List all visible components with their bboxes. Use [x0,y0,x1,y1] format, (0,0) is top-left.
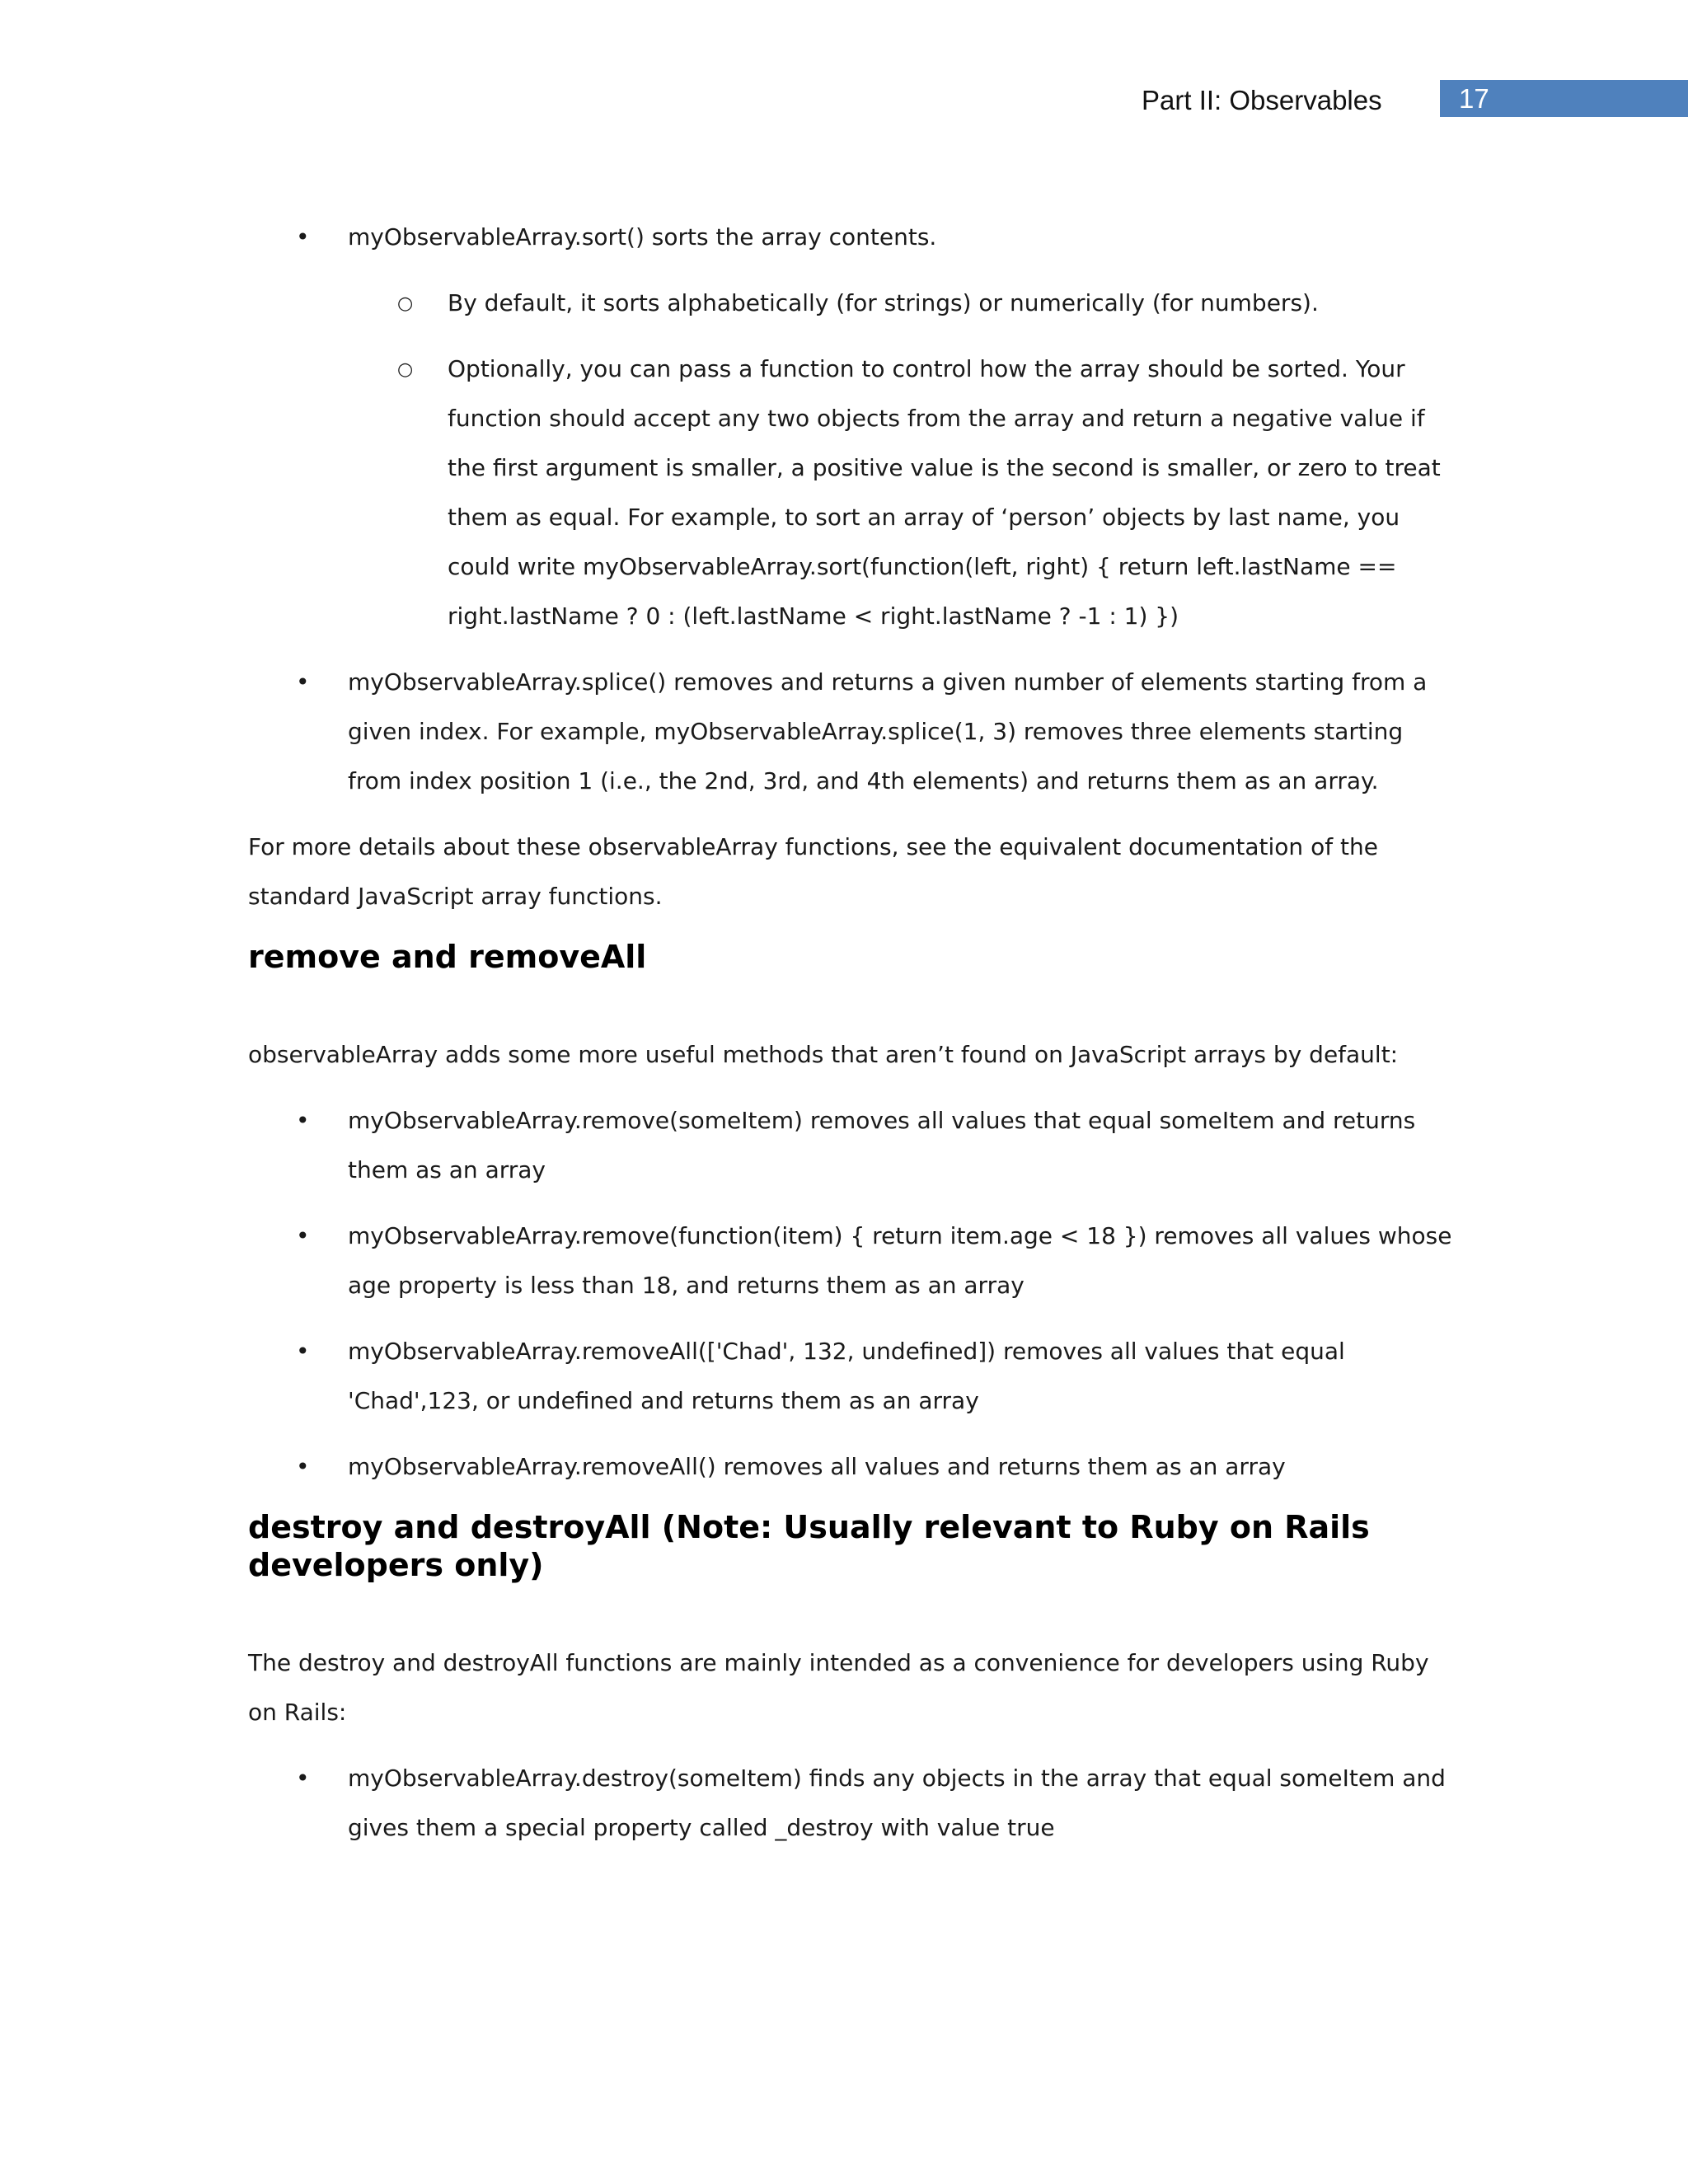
sort-default-text: By default, it sorts alphabetically (for strings) or numerically (for numbers). [448,289,1319,316]
bullet-icon: • [296,668,310,696]
bullet-icon: • [296,1338,310,1365]
destroy-item-text: myObservableArray.destroy(someItem) finds any objects in the array that equal someItem and gives them a special property called _destroy with value true [348,1765,1446,1841]
running-header-section-title: Part II: Observables [1142,85,1382,115]
remove-intro-paragraph: observableArray adds some more useful methods that aren’t found on JavaScript arrays by default: [248,1041,1399,1068]
list-item-splice [248,658,1460,806]
circle-bullet-icon: ○ [397,359,414,380]
splice-text: myObservableArray.splice() removes and returns a given number of elements starting from a given index. For example, myObservableArray.splice(1, 3) removes three elements starting from index position 1 (i.e., the 2nd, 3rd, and 4th elements) and returns them as an array. [348,668,1428,794]
list-item [248,1327,1460,1426]
more-details-paragraph: For more details about these observableArray functions, see the equivalent documentation of the standard JavaScript array functions. [248,833,1378,910]
list-item [248,1212,1460,1310]
remove-item-text: myObservableArray.remove(someItem) removes all values that equal someItem and returns them as an array [348,1107,1416,1183]
bullet-icon: • [296,1107,310,1134]
list-item [248,1442,1460,1492]
removeall-values-text: myObservableArray.removeAll(['Chad', 132, undefined]) removes all values that equal 'Chad',123, or undefined and returns them as an array [348,1338,1345,1414]
sub-list-item [348,344,1460,641]
sort-sub-list [348,279,1460,641]
list-item [248,1754,1460,1853]
remove-function-text: myObservableArray.remove(function(item) { return item.age < 18 }) removes all values whose age property is less than 18, and returns them as an array [348,1222,1452,1299]
removeall-text: myObservableArray.removeAll() removes all values and returns them as an array [348,1453,1286,1480]
destroy-methods-list [248,1754,1460,1853]
sort-text: myObservableArray.sort() sorts the array contents. [348,223,937,251]
list-item-sort [248,213,1460,641]
circle-bullet-icon: ○ [397,293,414,314]
sort-comparator-text: Optionally, you can pass a function to control how the array should be sorted. Your function should accept any two objects from the array and return a negative value if the first argument is smaller, a positive value is the second is smaller, or zero to treat them as equal. For example, to sort an array of ‘person’ objects by last name, you could write myObservableArray.sort(function(left, right) { return left.lastName == right.lastName ? 0 : (left.lastName < right.lastName ? -1 : 1) }) [448,355,1441,630]
remove-methods-list [248,1096,1460,1492]
bullet-icon: • [296,1765,310,1792]
bullet-icon: • [296,1222,310,1249]
list-item [248,1096,1460,1195]
destroy-section-heading: destroy and destroyAll (Note: Usually relevant to Ruby on Rails developers only) [248,1509,1370,1583]
bullet-icon: • [296,1453,310,1480]
sub-list-item [348,279,1460,328]
array-functions-list [248,213,1460,806]
bullet-icon: • [296,223,310,251]
page-body [248,213,1460,1869]
page-number: 17 [1459,83,1489,114]
destroy-intro-paragraph: The destroy and destroyAll functions are mainly intended as a convenience for developers using Ruby on Rails: [248,1649,1429,1726]
remove-section-heading: remove and removeAll [248,939,647,975]
